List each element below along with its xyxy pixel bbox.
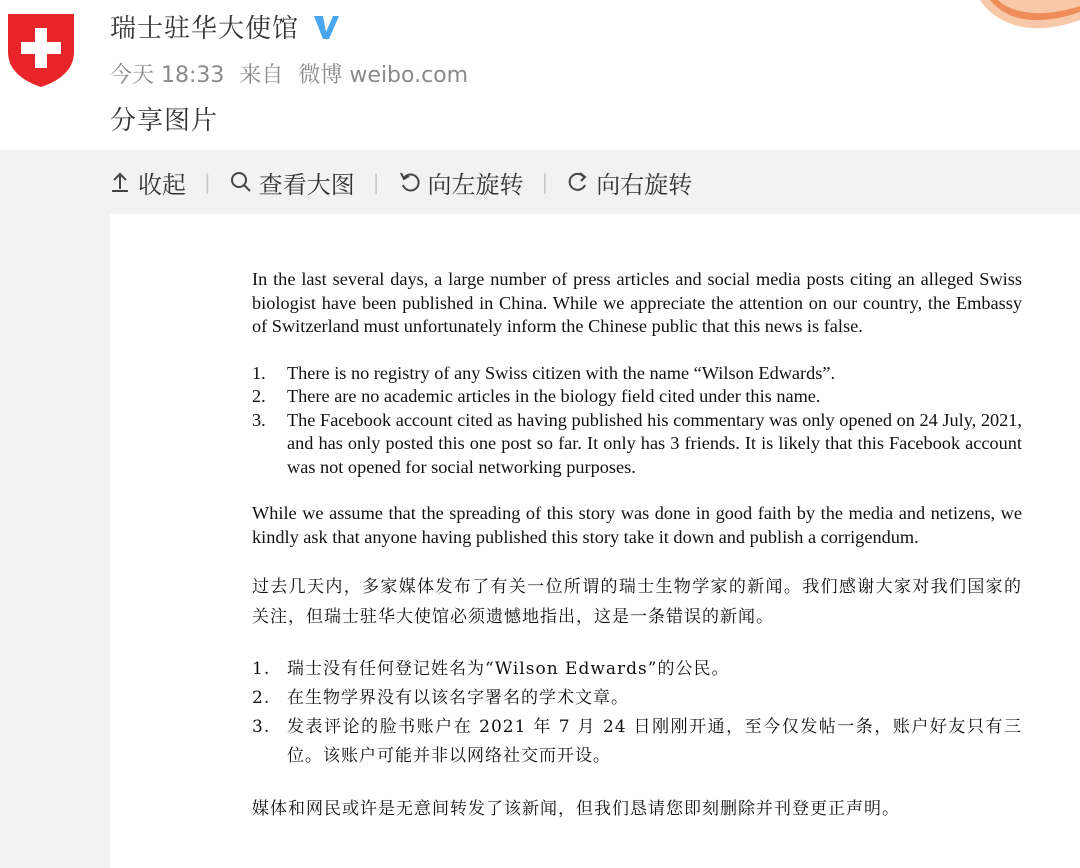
en-list (252, 362, 1022, 480)
collapse-label: 收起 (138, 170, 186, 199)
list-number: 2. (252, 688, 271, 708)
list-number: 1. (252, 362, 266, 383)
statement-document (252, 268, 1022, 824)
list-text: 在生物学界没有以该名字署名的学术文章。 (287, 688, 629, 708)
decoration-ribbon (980, 0, 1080, 40)
toolbar-divider: | (541, 170, 549, 194)
list-item (252, 409, 1022, 480)
shared-image[interactable] (110, 214, 1080, 868)
source-prefix: 来自 (239, 63, 284, 88)
verified-icon (311, 12, 341, 42)
toolbar-divider: | (204, 170, 211, 194)
list-number: 3. (252, 717, 271, 737)
list-item (252, 713, 1022, 771)
swiss-flag-avatar[interactable] (6, 12, 76, 88)
cn-intro: 过去几天内，多家媒体发布了有关一位所谓的瑞士生物学家的新闻。我们感谢大家对我们国家的关注，但瑞士驻华大使馆必须遗憾地指出，这是一条错误的新闻。 (252, 577, 1022, 627)
post-header (0, 0, 1080, 150)
list-item (252, 684, 1022, 713)
list-item (252, 655, 1022, 684)
list-text: There are no academic articles in the biology field cited under this name. (287, 386, 821, 406)
post-text: 分享图片 (110, 106, 219, 136)
list-item (252, 362, 1022, 386)
list-text: 发表评论的脸书账户在 2021 年 7 月 24 日刚刚开通，至今仅发帖一条，账户好友只有三位。该账户可能并非以网络社交而开设。 (287, 717, 1022, 766)
post-source[interactable]: 微博 weibo.com (298, 63, 469, 88)
list-number: 3. (252, 409, 266, 430)
cn-outro: 媒体和网民或许是无意间转发了该新闻，但我们恳请您即刻删除并刊登更正声明。 (252, 799, 900, 819)
cn-list (252, 655, 1022, 771)
user-name[interactable] (110, 8, 341, 45)
user-name-text[interactable]: 瑞士驻华大使馆 (110, 14, 300, 44)
view-large-label: 查看大图 (258, 170, 355, 199)
list-item (252, 385, 1022, 409)
rotate-right-icon (566, 170, 590, 194)
search-icon (229, 170, 253, 194)
post-time: 今天 18:33 (110, 63, 225, 88)
toolbar-divider: | (372, 170, 380, 194)
en-outro: While we assume that the spreading of this story was done in good faith by the media and netizens, we kindly ask that anyone having published this story take it down and publish a corrigendum. (252, 503, 1022, 547)
collapse-button[interactable] (108, 165, 186, 200)
rotate-right-button[interactable] (566, 165, 692, 200)
rotate-left-button[interactable] (398, 165, 524, 200)
view-large-button[interactable] (229, 165, 355, 200)
media-container (0, 150, 1080, 868)
list-number: 2. (252, 386, 266, 406)
rotate-right-label: 向右旋转 (596, 170, 693, 199)
rotate-left-icon (398, 170, 422, 194)
en-intro: In the last several days, a large number of press articles and social media posts citing an alleged Swiss biologist have been published in China. While we appreciate the attention on our country, the Embassy of Switzerland must unfortunately inform the Chinese public that this news is false. (252, 269, 1022, 336)
list-text: 瑞士没有任何登记姓名为“Wilson Edwards”的公民。 (287, 659, 730, 679)
post-meta (110, 58, 476, 89)
list-number: 1. (252, 659, 271, 679)
collapse-icon (108, 170, 132, 194)
list-text: The Facebook account cited as having published his commentary was only opened on 24 July, 2021, and has only posted this one post so far. It only has 3 friends. It is likely that this Facebook account was not opened for social networking purposes. (287, 409, 1022, 477)
image-toolbar (108, 164, 692, 200)
rotate-left-label: 向左旋转 (427, 170, 524, 199)
list-text: There is no registry of any Swiss citizen with the name “Wilson Edwards”. (287, 362, 836, 383)
